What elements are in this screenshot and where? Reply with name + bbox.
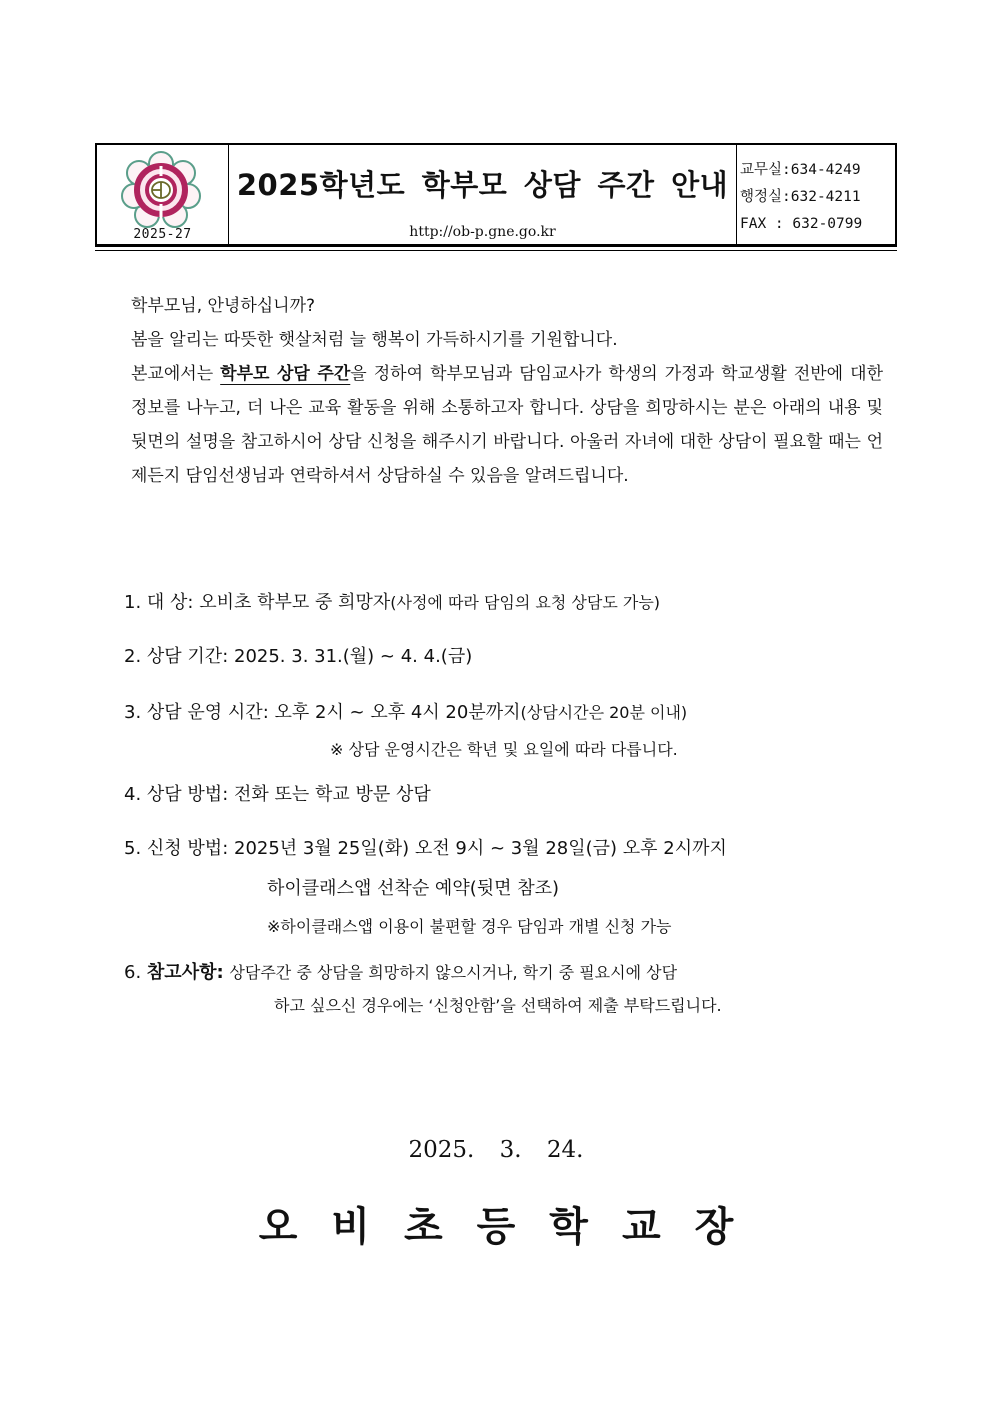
- notes-subline: 하고 싶으신 경우에는 ‘신청안함’을 선택하여 제출 부탁드립니다.: [274, 996, 722, 1015]
- item-value: 전화 또는 학교 방문 상담: [234, 784, 431, 805]
- item-label: 참고사항:: [146, 962, 224, 983]
- list-item-method: [124, 780, 431, 806]
- item-value: 오후 2시 ~ 오후 4시 20분까지: [274, 702, 521, 723]
- intro-paragraph: [111, 357, 883, 493]
- item-value: 상담주간 중 상담을 희망하지 않으시거나, 학기 중 필요시에 상담: [229, 963, 678, 982]
- contact-admin-phone: 행정실:632-4211: [740, 189, 861, 205]
- document-date: 2025. 3. 24.: [408, 1137, 584, 1163]
- item-value: 오비초 학부모 중 희망자: [199, 592, 391, 613]
- greeting: 학부모님, 안녕하십니까?: [131, 296, 316, 316]
- contact-fax: FAX : 632-0799: [740, 216, 863, 232]
- contact-office-phone: 교무실:634-4249: [740, 162, 861, 178]
- item-number: 6.: [124, 962, 142, 983]
- list-item-period: [124, 642, 472, 668]
- school-emblem-icon: [121, 151, 201, 229]
- emphasis-consultation-week: 학부모 상담 주간: [220, 364, 351, 384]
- list-item-notes: [124, 958, 677, 984]
- intro-line-2: 봄을 알리는 따뜻한 햇살처럼 늘 행복이 가득하시기를 기원합니다.: [131, 330, 618, 350]
- intro-text-after: 을 정하여 학부모님과 담임교사가 학생의 가정과 학교생활 전반에 대한 정보를 나누고, 더 나은 교육 활동을 위해 소통하고자 합니다. 상담을 희망하시는 분은 아래의 내용 및 뒷면의 설명을 참고하시어 상담 신청을 해주시기 바랍니다. 아울러 자녀에 대한 상담이 필요할 때는 언제든지 담임선생님과 연락하셔서 상담하실 수 있음을 알려드립니다.: [131, 364, 883, 486]
- item-value: 2025. 3. 31.(월) ~ 4. 4.(금): [234, 646, 473, 667]
- item-label: 신청 방법:: [146, 838, 229, 859]
- school-url: http://ob-p.gne.go.kr: [409, 224, 556, 240]
- header-divider: [95, 250, 897, 251]
- page-title: 2025학년도 학부모 상담 주간 안내: [236, 168, 729, 202]
- item-number: 3.: [124, 702, 142, 723]
- list-item-hours: [124, 698, 687, 724]
- item-number: 1.: [124, 592, 142, 613]
- item-number: 5.: [124, 838, 142, 859]
- item-label: 상담 기간:: [146, 646, 229, 667]
- item-number: 4.: [124, 784, 142, 805]
- item-value: 2025년 3월 25일(화) 오전 9시 ~ 3월 28일(금) 오후 2시까지: [234, 838, 727, 859]
- list-item-target: [124, 588, 660, 614]
- item-number: 2.: [124, 646, 142, 667]
- application-subline: 하이클래스앱 선착순 예약(뒷면 참조): [267, 878, 560, 899]
- list-item-application: [124, 834, 727, 860]
- title-cell: [229, 145, 737, 244]
- intro-text-before: 본교에서는: [131, 364, 221, 384]
- item-label: 상담 운영 시간:: [146, 702, 269, 723]
- item-label: 대 상:: [146, 592, 194, 613]
- application-subnote: ※하이클래스앱 이용이 불편할 경우 담임과 개별 신청 가능: [267, 917, 672, 936]
- hours-subnote: ※ 상담 운영시간은 학년 및 요일에 따라 다릅니다.: [330, 740, 678, 759]
- item-note: (사정에 따라 담임의 요청 상담도 가능): [390, 593, 661, 612]
- logo-cell: [97, 145, 229, 244]
- contact-info: [737, 145, 895, 244]
- item-label: 상담 방법:: [146, 784, 229, 805]
- document-number: 2025-27: [133, 227, 192, 242]
- document-header: [95, 143, 897, 247]
- principal-signature: 오비초등학교장: [258, 1203, 768, 1250]
- item-note: (상담시간은 20분 이내): [520, 703, 688, 722]
- intro-section: [111, 289, 883, 493]
